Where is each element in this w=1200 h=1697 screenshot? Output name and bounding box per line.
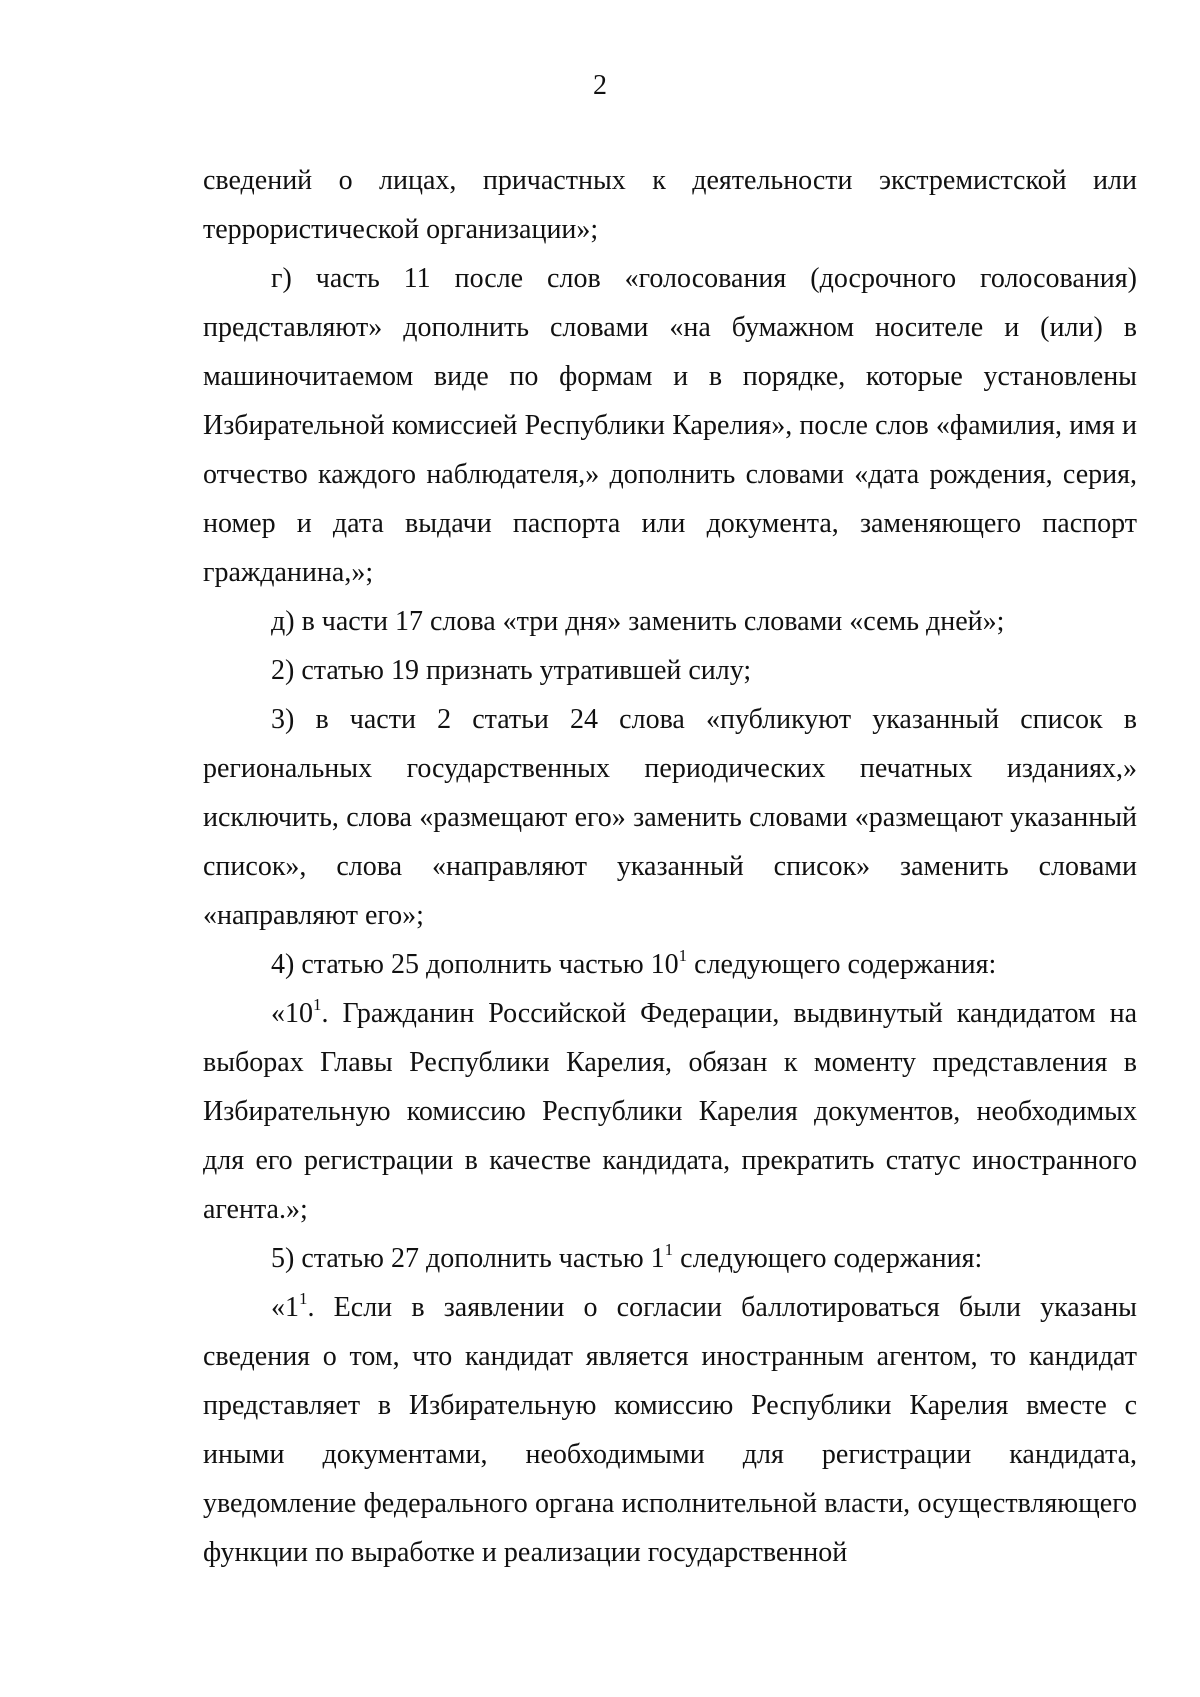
- paragraph-item-4: [203, 940, 1137, 989]
- quote-10-1-text: . Гражданин Российской Федерации, выдвинутый кандидатом на выборах Главы Республики Карелия, обязан к моменту представления в Избирательную комиссию Республики Карелия документов, необходимых для его регистрации в качестве кандидата, прекратить статус иностранного агента.»;: [203, 998, 1137, 1225]
- quote-10-1-number: «10: [271, 998, 313, 1029]
- paragraph-item-3: 3) в части 2 статьи 24 слова «публикуют указанный список в региональных государственных периодических печатных изданиях,» исключить, слова «размещают его» заменить словами «размещают указанный список», слова «направляют указанный список» заменить словами «направляют его»;: [203, 704, 1137, 931]
- paragraph-continuation: сведений о лицах, причастных к деятельности экстремистской или террористической организации»;: [203, 165, 1137, 245]
- superscript-index: 1: [313, 995, 322, 1014]
- page-number: 2: [593, 70, 607, 101]
- paragraph-item-5-text-end: следующего содержания:: [673, 1243, 983, 1274]
- quote-1-1-number: «1: [271, 1292, 299, 1323]
- document-body: [203, 156, 1137, 1577]
- paragraph-item-5: [203, 1234, 1137, 1283]
- paragraph-item-2: 2) статью 19 признать утратившей силу;: [271, 655, 752, 686]
- paragraph-item-d: д) в части 17 слова «три дня» заменить словами «семь дней»;: [271, 606, 1005, 637]
- paragraph-item-g: г) часть 11 после слов «голосования (досрочного голосования) представляют» дополнить словами «на бумажном носителе и (или) в машиночитаемом виде по формам и в порядке, которые установлены Избирательной комиссией Республики Карелия», после слов «фамилия, имя и отчество каждого наблюдателя,» дополнить словами «дата рождения, серия, номер и дата выдачи паспорта или документа, заменяющего паспорт гражданина,»;: [203, 263, 1137, 588]
- paragraph-item-4-text-end: следующего содержания:: [687, 949, 997, 980]
- superscript-index: 1: [299, 1289, 308, 1308]
- paragraph-quote-10-1: [203, 989, 1137, 1234]
- paragraph-item-4-text: 4) статью 25 дополнить частью 10: [271, 949, 679, 980]
- paragraph-item-5-text: 5) статью 27 дополнить частью 1: [271, 1243, 665, 1274]
- superscript-index: 1: [678, 946, 688, 965]
- paragraph-quote-1-1: [203, 1283, 1137, 1577]
- quote-1-1-text: . Если в заявлении о согласии баллотироваться были указаны сведения о том, что кандидат является иностранным агентом, то кандидат представляет в Избирательную комиссию Республики Карелия вместе с иными документами, необходимыми для регистрации кандидата, уведомление федерального органа исполнительной власти, осуществляющего функции по выработке и реализации государственной: [203, 1292, 1137, 1568]
- superscript-index: 1: [664, 1240, 674, 1259]
